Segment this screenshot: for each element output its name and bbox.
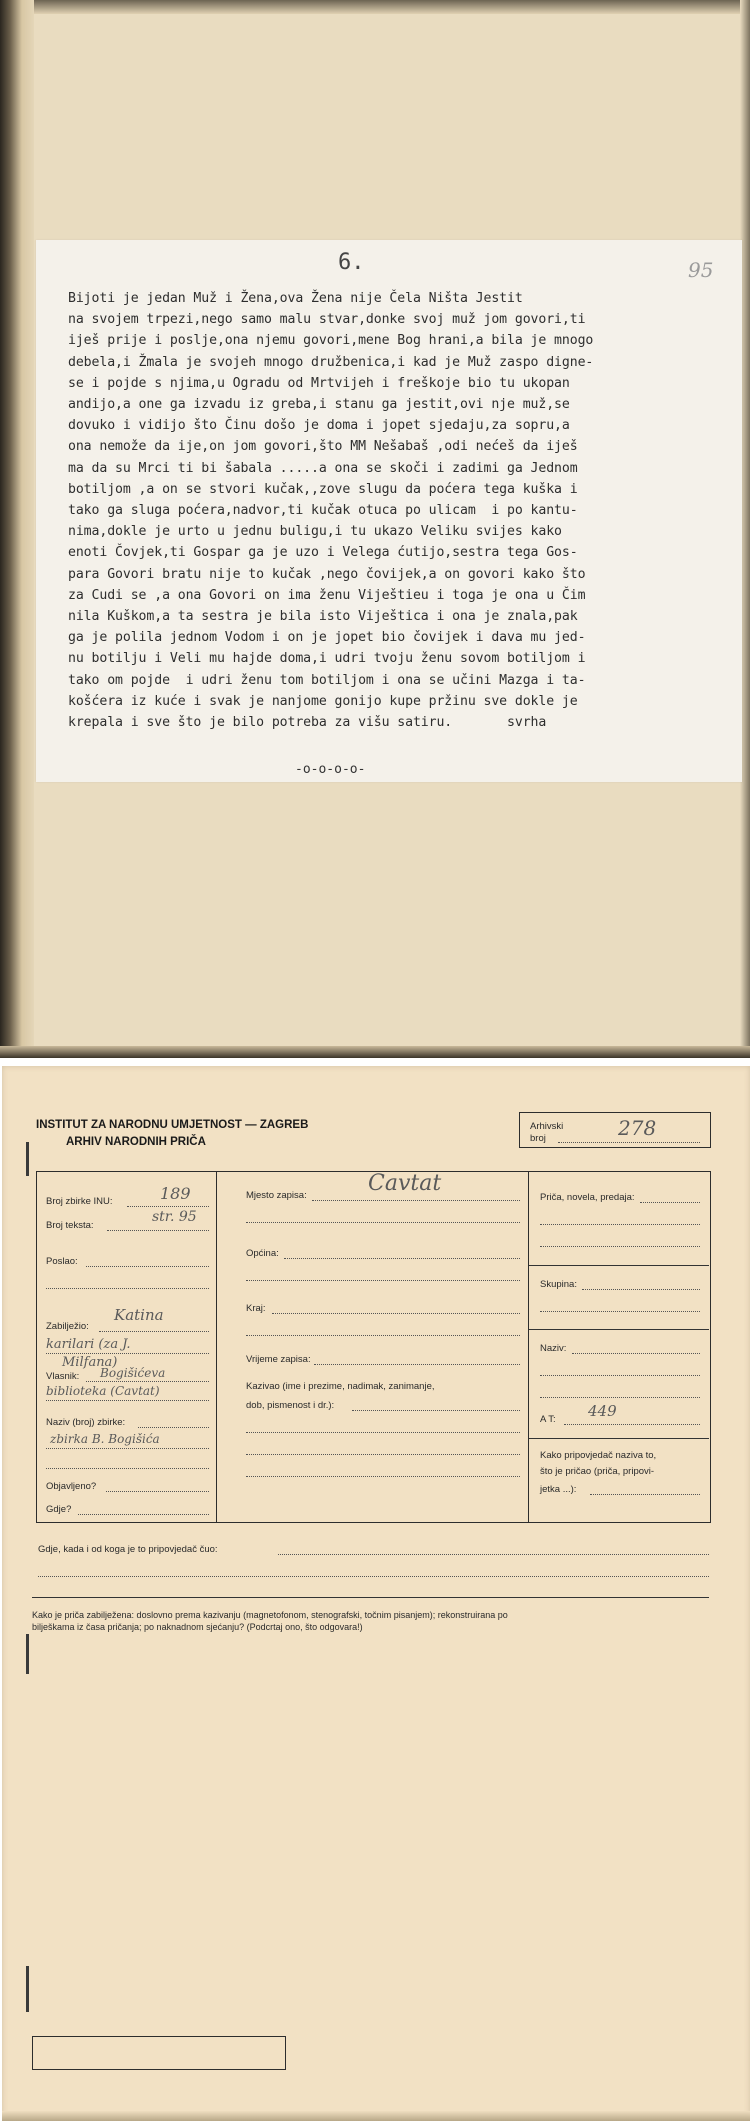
- municipality-line: [284, 1258, 520, 1259]
- pencil-page-number: 95: [688, 258, 714, 282]
- collection-name-label: Naziv (broj) zbirke:: [46, 1417, 126, 1428]
- section-divider: [32, 1597, 709, 1598]
- recorder-line-2: [46, 1353, 209, 1354]
- archive-number-label: Arhivski: [530, 1121, 564, 1132]
- recording-method-text-2: bilješkama iz časa pričanja; po naknadnom sjećanju? (Podcrtaj ono, što odgovara!): [32, 1622, 363, 1632]
- collection-name-value: zbirka B. Bogišića: [50, 1432, 160, 1446]
- group-label: Skupina:: [540, 1279, 577, 1290]
- story-line: andijo,a one ga izvadu iz greba,i stanu ga jestit,ovi nje muž,se: [68, 397, 570, 413]
- page-bottom-edge: [2, 2111, 750, 2121]
- owner-value-1: Bogišićeva: [100, 1366, 166, 1380]
- text-number-line: [107, 1230, 209, 1231]
- title-line: [572, 1353, 700, 1354]
- group-line: [582, 1289, 700, 1290]
- recorder-line: [99, 1331, 209, 1332]
- title-line-2: [540, 1375, 700, 1376]
- place-value: Cavtat: [368, 1171, 442, 1196]
- story-type-line-3: [540, 1246, 700, 1247]
- sent-by-label: Poslao:: [46, 1256, 78, 1267]
- story-line: nu botilju i Veli mu hajde doma,i udri tvoju ženu sovom botiljom i: [68, 651, 586, 667]
- story-number: 6.: [338, 250, 365, 275]
- time-line: [314, 1364, 520, 1365]
- story-line: se i pojde s njima,u Ogradu od Mrtvijeh i freškoje bio tu ukopan: [68, 375, 570, 391]
- at-label: A T:: [540, 1414, 556, 1425]
- at-value: 449: [588, 1402, 617, 1420]
- owner-line-2: [46, 1400, 209, 1401]
- story-line: košćera iz kuće i svak je nanjome gonijo kupe pržinu sve dokle je: [68, 693, 578, 709]
- page-gap: [0, 1058, 750, 1066]
- narrator-term-label-1: Kako pripovjedač naziva to,: [540, 1450, 657, 1461]
- collection-name-line-3: [46, 1468, 209, 1469]
- typed-story-page: [0, 0, 750, 1058]
- owner-line: [86, 1381, 209, 1382]
- story-end-mark: -o-o-o-o-: [295, 762, 366, 777]
- recording-method-text-1: Kako je priča zabilježena: doslovno prema kazivanju (magnetofonom, stenografski, točnim pisanjem); rekonstruirana po: [32, 1610, 508, 1620]
- region-line-2: [246, 1335, 520, 1336]
- story-line: ga je polila jednom Vodom i on je jopet bio čovijek i dava mu jed-: [68, 630, 586, 646]
- narrator-label-1: Kazivao (ime i prezime, nadimak, zanimanje,: [246, 1381, 435, 1392]
- region-label: Kraj:: [246, 1303, 266, 1314]
- story-line: debela,i Žmala je svojeh mnogo družbenica,i kad je Muž zaspo digne-: [68, 354, 594, 370]
- place-line-2: [246, 1222, 520, 1223]
- recorder-value-3: Milfana): [62, 1355, 118, 1370]
- story-line: iješ prije i poslje,ona njemu govori,mene Bog hrani,a bila je mnogo: [68, 333, 594, 349]
- bottom-empty-box: [32, 2036, 286, 2070]
- narrator-line-3: [246, 1454, 520, 1455]
- where-line: [78, 1514, 209, 1515]
- right-divider-2: [529, 1329, 709, 1330]
- story-line: ona nemože da ije,on jom govori,što MM Nešabaš ,odi nećeš da iješ: [68, 439, 578, 455]
- institute-title: INSTITUT ZA NARODNU UMJETNOST — ZAGREB: [36, 1119, 309, 1131]
- edge-mark: [26, 1966, 29, 2012]
- where-heard-label: Gdje, kada i od koga je to pripovjedač čuo:: [38, 1544, 218, 1555]
- where-heard-line-2: [38, 1576, 709, 1577]
- sent-by-line-2: [46, 1288, 209, 1289]
- story-line: na svojem trpezi,nego samo malu stvar,donke svoj muž jom govori,ti: [68, 312, 586, 328]
- owner-label: Vlasnik:: [46, 1371, 80, 1382]
- column-divider-right: [528, 1171, 529, 1523]
- collection-number-label: Broj zbirke INU:: [46, 1196, 113, 1207]
- place-label: Mjesto zapisa:: [246, 1190, 307, 1201]
- story-type-label: Priča, novela, predaja:: [540, 1192, 635, 1203]
- narrator-term-label-3: jetka ...):: [540, 1484, 577, 1495]
- narrator-label-2: dob, pismenost i dr.):: [246, 1400, 335, 1411]
- story-line: dovuko i vidijo što Činu došo je doma i jopet sjedaju,za sopru,a: [68, 418, 570, 434]
- edge-mark: [26, 1634, 29, 1674]
- edge-mark: [26, 1142, 29, 1176]
- narrator-line: [352, 1410, 520, 1411]
- story-line: para Govori bratu nije to kučak ,nego čovijek,a on govori kako što: [68, 566, 586, 582]
- story-line: krepala i sve što je bilo potreba za višu satiru. svrha: [68, 715, 547, 731]
- story-type-line: [640, 1202, 700, 1203]
- region-line: [272, 1313, 520, 1314]
- right-divider-1: [529, 1265, 709, 1266]
- at-line: [564, 1424, 700, 1425]
- title-line-3: [540, 1397, 700, 1398]
- collection-name-line-2: [46, 1448, 209, 1449]
- published-label: Objavljeno?: [46, 1481, 97, 1492]
- story-text: [68, 288, 728, 733]
- story-line: Bijoti je jedan Muž i Žena,ova Žena nije Čela Ništa Jestit: [68, 291, 523, 306]
- collection-number-line: [127, 1206, 209, 1207]
- narrator-line-2: [246, 1432, 520, 1433]
- recorder-label: Zabilježio:: [46, 1321, 89, 1332]
- text-number-value: str. 95: [152, 1209, 197, 1225]
- story-line: tako ga sluga poćera,nadvor,ti kučak otuca po ulicam i po kantu-: [68, 503, 578, 519]
- narrator-line-4: [246, 1476, 520, 1477]
- story-line: nima,dokle je urto u jednu buligu,i tu ukazo Veliku svijes kako: [68, 524, 562, 540]
- place-line: [312, 1200, 520, 1201]
- recorder-value-2: karilari (za J.: [46, 1337, 131, 1352]
- right-divider-3: [529, 1438, 709, 1439]
- archive-number-value: 278: [618, 1116, 657, 1140]
- page-top-shadow: [34, 0, 740, 14]
- narrator-term-label-2: što je pričao (priča, pripovi-: [540, 1466, 655, 1477]
- where-heard-line: [278, 1554, 709, 1555]
- title-label: Naziv:: [540, 1343, 567, 1354]
- sent-by-line: [86, 1266, 209, 1267]
- story-type-line-2: [540, 1224, 700, 1225]
- where-label: Gdje?: [46, 1504, 72, 1515]
- published-line: [106, 1491, 209, 1492]
- archive-title: ARHIV NARODNIH PRIČA: [66, 1136, 206, 1148]
- owner-value-2: biblioteka (Cavtat): [46, 1384, 160, 1398]
- text-number-label: Broj teksta:: [46, 1220, 94, 1231]
- archive-form-page: [2, 1066, 750, 2121]
- group-line-2: [540, 1311, 700, 1312]
- story-line: enoti Čovjek,ti Gospar ga je uzo i Velega ćutijo,sestra tega Gos-: [68, 545, 578, 561]
- book-binding: [0, 0, 34, 1058]
- municipality-label: Općina:: [246, 1248, 279, 1259]
- collection-number-value: 189: [160, 1184, 191, 1203]
- time-label: Vrijeme zapisa:: [246, 1354, 311, 1365]
- recorder-value-1: Katina: [114, 1306, 164, 1324]
- story-line: tako om pojde i udri ženu tom botiljom i ona se učini Mazga i ta-: [68, 672, 586, 688]
- page-bottom-edge: [0, 1046, 750, 1058]
- story-line: za Cudi se ,a ona Govori on ima ženu Viještieu i toga je ona u Čim: [68, 587, 586, 603]
- story-line: nila Kuškom,a ta sestra je bila isto Viještica i ona je znala,pak: [68, 609, 578, 625]
- collection-name-line: [138, 1427, 209, 1428]
- story-line: botiljom ,a on se stvori kučak,,zove slugu da poćera tega kuška i: [68, 481, 578, 497]
- archive-number-label-2: broj: [530, 1133, 546, 1144]
- column-divider-left: [216, 1171, 217, 1523]
- story-line: ma da su Mrci ti bi šabala .....a ona se skoči i zadimi ga Jednom: [68, 460, 578, 476]
- narrator-term-line: [590, 1494, 700, 1495]
- municipality-line-2: [246, 1280, 520, 1281]
- archive-number-line: [558, 1142, 700, 1143]
